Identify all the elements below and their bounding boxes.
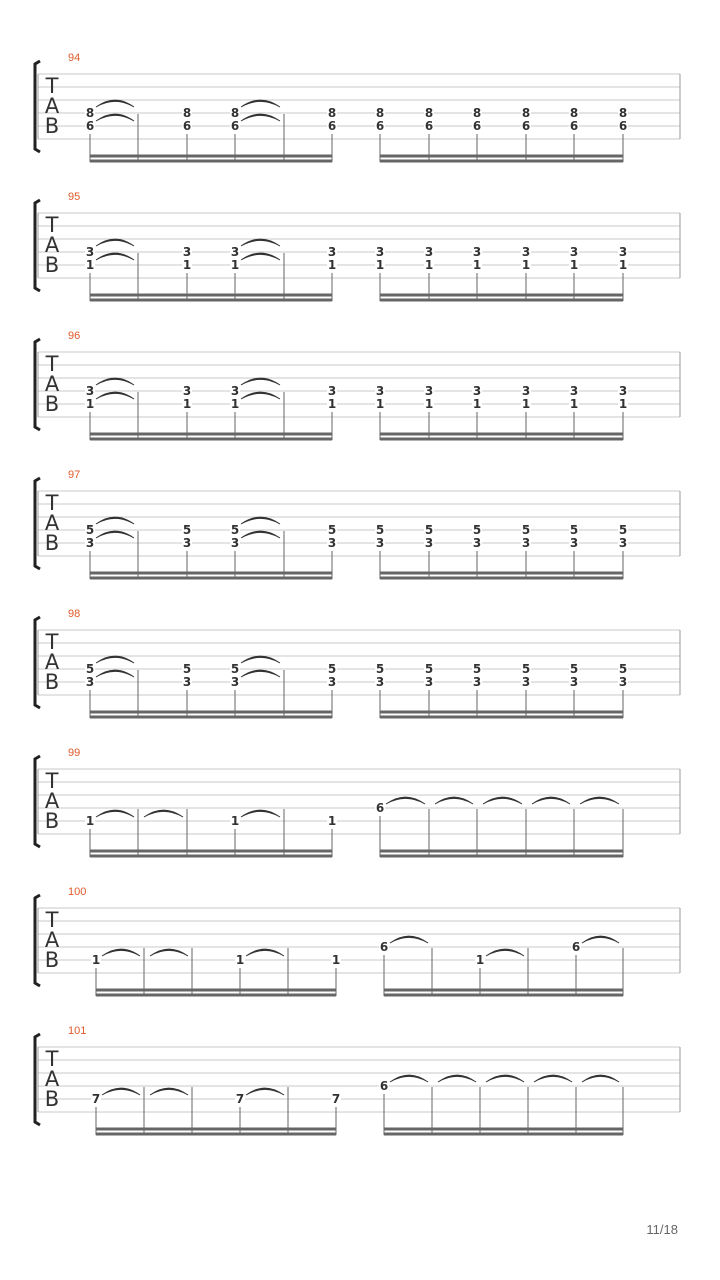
fret-number: 3 bbox=[424, 245, 434, 259]
fret-number: 8 bbox=[521, 106, 531, 120]
tab-clef-letter: B bbox=[44, 809, 60, 833]
page-number: 11/18 bbox=[646, 1222, 678, 1237]
fret-number: 5 bbox=[618, 662, 628, 676]
fret-number: 3 bbox=[472, 675, 482, 689]
fret-number: 5 bbox=[230, 523, 240, 537]
fret-number: 3 bbox=[230, 536, 240, 550]
fret-number: 6 bbox=[230, 119, 240, 133]
tab-clef-letter: T bbox=[45, 213, 59, 237]
fret-number: 5 bbox=[327, 523, 337, 537]
fret-number: 3 bbox=[327, 384, 337, 398]
fret-number: 5 bbox=[375, 662, 385, 676]
tie-arc bbox=[144, 810, 183, 817]
fret-number: 1 bbox=[182, 258, 192, 272]
fret-number: 6 bbox=[182, 119, 192, 133]
fret-number: 8 bbox=[182, 106, 192, 120]
fret-number: 1 bbox=[85, 814, 95, 828]
tab-system bbox=[35, 886, 680, 996]
tab-clef-letter: T bbox=[45, 1047, 59, 1071]
fret-number: 6 bbox=[379, 1079, 389, 1093]
fret-number: 3 bbox=[424, 675, 434, 689]
tab-clef-letter: B bbox=[44, 948, 60, 972]
fret-number: 1 bbox=[569, 397, 579, 411]
tab-clef-letter: T bbox=[45, 74, 59, 98]
measure-number: 94 bbox=[68, 52, 81, 64]
measure-number: 96 bbox=[68, 330, 81, 342]
tie-arc bbox=[532, 797, 570, 804]
fret-number: 5 bbox=[182, 523, 192, 537]
fret-number: 7 bbox=[235, 1092, 245, 1106]
fret-number: 1 bbox=[424, 258, 434, 272]
fret-number: 3 bbox=[521, 245, 531, 259]
tab-clef-letter: B bbox=[44, 114, 60, 138]
fret-number: 5 bbox=[424, 662, 434, 676]
tie-arc bbox=[241, 100, 280, 107]
measure-number: 98 bbox=[68, 608, 81, 620]
tie-arc bbox=[241, 517, 280, 524]
tie-arc bbox=[386, 797, 425, 804]
fret-number: 1 bbox=[618, 397, 628, 411]
tie-arc bbox=[96, 517, 134, 524]
fret-number: 3 bbox=[85, 675, 95, 689]
fret-number: 5 bbox=[327, 662, 337, 676]
tie-arc bbox=[241, 378, 280, 385]
fret-number: 3 bbox=[521, 536, 531, 550]
tab-clef-letter: B bbox=[44, 253, 60, 277]
fret-number: 7 bbox=[331, 1092, 341, 1106]
tab-system bbox=[35, 608, 680, 718]
fret-number: 3 bbox=[182, 384, 192, 398]
tie-arc bbox=[390, 1075, 428, 1082]
fret-number: 1 bbox=[375, 397, 385, 411]
tab-clef-letter: B bbox=[44, 1087, 60, 1111]
fret-number: 1 bbox=[230, 258, 240, 272]
fret-number: 6 bbox=[379, 940, 389, 954]
fret-number: 5 bbox=[472, 523, 482, 537]
tie-arc bbox=[150, 949, 188, 956]
measure-number: 97 bbox=[68, 469, 81, 481]
fret-number: 3 bbox=[327, 536, 337, 550]
tab-clef-letter: A bbox=[44, 1067, 60, 1091]
tie-arc bbox=[96, 239, 134, 246]
tab-system bbox=[35, 1025, 680, 1135]
tab-clef-letter: A bbox=[44, 511, 60, 535]
tab-clef-letter: B bbox=[44, 531, 60, 555]
tab-system bbox=[35, 191, 680, 301]
tie-arc bbox=[241, 531, 280, 538]
fret-number: 1 bbox=[569, 258, 579, 272]
fret-number: 5 bbox=[472, 662, 482, 676]
fret-number: 1 bbox=[235, 953, 245, 967]
fret-number: 3 bbox=[521, 384, 531, 398]
tab-system bbox=[35, 747, 680, 857]
tie-arc bbox=[241, 656, 280, 663]
fret-number: 5 bbox=[182, 662, 192, 676]
tab-clef-letter: B bbox=[44, 670, 60, 694]
tab-clef-letter: A bbox=[44, 233, 60, 257]
fret-number: 5 bbox=[569, 662, 579, 676]
tab-system bbox=[35, 330, 680, 440]
fret-number: 3 bbox=[230, 675, 240, 689]
fret-number: 1 bbox=[327, 814, 337, 828]
tie-arc bbox=[534, 1075, 572, 1082]
tie-arc bbox=[241, 670, 280, 677]
fret-number: 1 bbox=[327, 397, 337, 411]
fret-number: 1 bbox=[424, 397, 434, 411]
fret-number: 5 bbox=[424, 523, 434, 537]
fret-number: 6 bbox=[85, 119, 95, 133]
fret-number: 3 bbox=[230, 245, 240, 259]
tie-arc bbox=[438, 1075, 476, 1082]
fret-number: 5 bbox=[618, 523, 628, 537]
fret-number: 6 bbox=[569, 119, 579, 133]
fret-number: 1 bbox=[331, 953, 341, 967]
tie-arc bbox=[246, 1088, 284, 1095]
fret-number: 6 bbox=[472, 119, 482, 133]
fret-number: 1 bbox=[230, 397, 240, 411]
fret-number: 6 bbox=[618, 119, 628, 133]
fret-number: 8 bbox=[85, 106, 95, 120]
tab-clef-letter: A bbox=[44, 372, 60, 396]
fret-number: 3 bbox=[618, 384, 628, 398]
measure-number: 99 bbox=[68, 747, 81, 759]
tie-arc bbox=[96, 114, 134, 121]
fret-number: 5 bbox=[569, 523, 579, 537]
fret-number: 8 bbox=[375, 106, 385, 120]
tie-arc bbox=[241, 114, 280, 121]
fret-number: 5 bbox=[375, 523, 385, 537]
tie-arc bbox=[246, 949, 284, 956]
fret-number: 1 bbox=[182, 397, 192, 411]
tie-arc bbox=[96, 392, 134, 399]
tie-arc bbox=[486, 1075, 524, 1082]
tie-arc bbox=[580, 797, 619, 804]
fret-number: 7 bbox=[91, 1092, 101, 1106]
fret-number: 3 bbox=[375, 536, 385, 550]
fret-number: 3 bbox=[472, 384, 482, 398]
fret-number: 3 bbox=[569, 245, 579, 259]
fret-number: 1 bbox=[85, 397, 95, 411]
tab-system bbox=[35, 469, 680, 579]
tab-clef-letter: T bbox=[45, 630, 59, 654]
fret-number: 6 bbox=[424, 119, 434, 133]
tie-arc bbox=[435, 797, 473, 804]
fret-number: 8 bbox=[424, 106, 434, 120]
tab-clef-letter: T bbox=[45, 769, 59, 793]
tab-clef-letter: A bbox=[44, 94, 60, 118]
measure-number: 100 bbox=[68, 886, 87, 898]
fret-number: 3 bbox=[375, 675, 385, 689]
fret-number: 8 bbox=[569, 106, 579, 120]
tab-clef-letter: A bbox=[44, 789, 60, 813]
fret-number: 6 bbox=[521, 119, 531, 133]
tab-clef-letter: T bbox=[45, 908, 59, 932]
fret-number: 6 bbox=[375, 801, 385, 815]
tie-arc bbox=[483, 797, 522, 804]
fret-number: 6 bbox=[375, 119, 385, 133]
fret-number: 5 bbox=[85, 523, 95, 537]
fret-number: 3 bbox=[618, 245, 628, 259]
fret-number: 1 bbox=[375, 258, 385, 272]
fret-number: 8 bbox=[472, 106, 482, 120]
fret-number: 1 bbox=[618, 258, 628, 272]
fret-number: 3 bbox=[472, 245, 482, 259]
tab-clef-letter: T bbox=[45, 491, 59, 515]
fret-number: 3 bbox=[182, 675, 192, 689]
fret-number: 3 bbox=[375, 384, 385, 398]
tie-arc bbox=[96, 670, 134, 677]
fret-number: 6 bbox=[327, 119, 337, 133]
tab-clef-letter: A bbox=[44, 928, 60, 952]
fret-number: 3 bbox=[327, 245, 337, 259]
tie-arc bbox=[96, 100, 134, 107]
tie-arc bbox=[241, 810, 280, 817]
fret-number: 5 bbox=[521, 523, 531, 537]
fret-number: 3 bbox=[230, 384, 240, 398]
fret-number: 1 bbox=[475, 953, 485, 967]
fret-number: 1 bbox=[521, 258, 531, 272]
tie-arc bbox=[241, 239, 280, 246]
fret-number: 3 bbox=[182, 245, 192, 259]
fret-number: 1 bbox=[521, 397, 531, 411]
tie-arc bbox=[96, 531, 134, 538]
fret-number: 1 bbox=[230, 814, 240, 828]
fret-number: 3 bbox=[85, 384, 95, 398]
tie-arc bbox=[96, 253, 134, 260]
fret-number: 3 bbox=[521, 675, 531, 689]
tie-arc bbox=[582, 936, 619, 943]
fret-number: 3 bbox=[569, 675, 579, 689]
fret-number: 8 bbox=[230, 106, 240, 120]
fret-number: 3 bbox=[375, 245, 385, 259]
tab-system bbox=[35, 52, 680, 162]
fret-number: 3 bbox=[618, 536, 628, 550]
tie-arc bbox=[486, 949, 524, 956]
fret-number: 3 bbox=[472, 536, 482, 550]
fret-number: 3 bbox=[569, 536, 579, 550]
fret-number: 1 bbox=[85, 258, 95, 272]
fret-number: 3 bbox=[424, 384, 434, 398]
tie-arc bbox=[102, 1088, 140, 1095]
tie-arc bbox=[582, 1075, 619, 1082]
fret-number: 5 bbox=[230, 662, 240, 676]
fret-number: 3 bbox=[85, 245, 95, 259]
tab-clef-letter: T bbox=[45, 352, 59, 376]
tie-arc bbox=[102, 949, 140, 956]
tie-arc bbox=[241, 392, 280, 399]
fret-number: 3 bbox=[85, 536, 95, 550]
tie-arc bbox=[96, 378, 134, 385]
fret-number: 3 bbox=[424, 536, 434, 550]
measure-number: 95 bbox=[68, 191, 81, 203]
tie-arc bbox=[241, 253, 280, 260]
fret-number: 3 bbox=[182, 536, 192, 550]
fret-number: 3 bbox=[327, 675, 337, 689]
fret-number: 6 bbox=[571, 940, 581, 954]
fret-number: 1 bbox=[472, 397, 482, 411]
tie-arc bbox=[150, 1088, 188, 1095]
tab-clef-letter: A bbox=[44, 650, 60, 674]
tab-clef-letter: B bbox=[44, 392, 60, 416]
tie-arc bbox=[96, 810, 134, 817]
fret-number: 1 bbox=[91, 953, 101, 967]
measure-number: 101 bbox=[68, 1025, 87, 1037]
fret-number: 3 bbox=[569, 384, 579, 398]
fret-number: 5 bbox=[85, 662, 95, 676]
fret-number: 8 bbox=[618, 106, 628, 120]
tie-arc bbox=[96, 656, 134, 663]
fret-number: 5 bbox=[521, 662, 531, 676]
fret-number: 1 bbox=[327, 258, 337, 272]
fret-number: 1 bbox=[472, 258, 482, 272]
fret-number: 3 bbox=[618, 675, 628, 689]
tie-arc bbox=[390, 936, 428, 943]
fret-number: 8 bbox=[327, 106, 337, 120]
